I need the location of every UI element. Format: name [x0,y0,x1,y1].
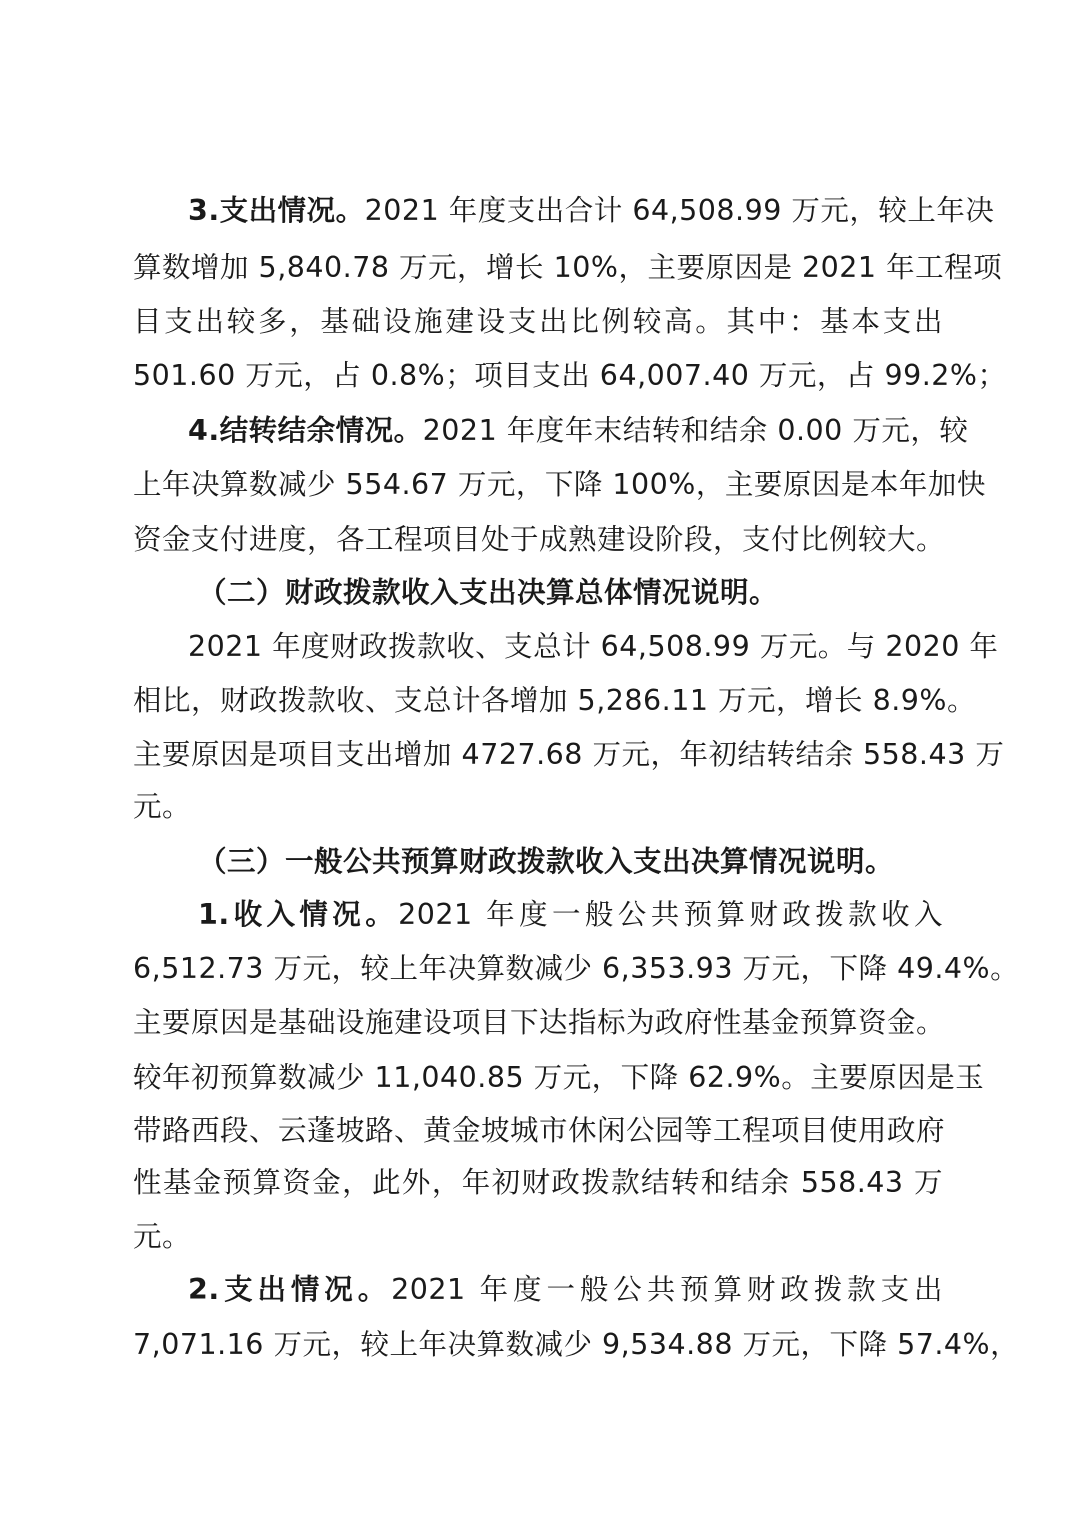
paragraph-line [133,1058,985,1098]
line-text: 6,512.73 万元，较上年决算数减少 6,353.93 万元，下降 49.4%。 [133,952,1020,985]
paragraph-line [133,356,1007,396]
paragraph-line [133,1111,946,1151]
line-text: 资金支付进度，各工程项目处于成熟建设阶段，支付比例较大。 [133,523,946,556]
subsection-heading [198,842,943,882]
line-text: 上年决算数减少 554.67 万元，下降 100%，主要原因是本年加快 [133,468,986,501]
line-text: 元。 [133,790,192,823]
paragraph-line [133,465,986,505]
paragraph-line [133,681,976,721]
heading-text: （二）财政拨款收入支出决算总体情况说明。 [198,576,779,609]
line-text: 主要原因是项目支出增加 4727.68 万元，年初结转结余 558.43 万 [133,738,1005,771]
line-text: 性基金预算资金，此外，年初财政拨款结转和结余 558.43 万 [133,1166,943,1199]
line-text: 带路西段、云蓬坡路、黄金坡城市休闲公园等工程项目使用政府 [133,1114,946,1147]
section-heading: 4.结转结余情况。 [188,414,423,447]
line-text: 相比，财政拨款收、支总计各增加 5,286.11 万元，增长 8.9%。 [133,684,976,717]
paragraph-line [188,411,969,451]
line-text: 较年初预算数减少 11,040.85 万元，下降 62.9%。主要原因是玉 [133,1061,985,1094]
paragraph-line [133,1217,943,1257]
line-text: 2021 年度支出合计 64,508.99 万元，较上年决 [364,194,995,227]
line-text: 501.60 万元，占 0.8%；项目支出 64,007.40 万元，占 99.2%； [133,359,1007,392]
line-text: 7,071.16 万元，较上年决算数减少 9,534.88 万元，下降 57.4%， [133,1328,1020,1361]
paragraph-line [133,302,943,342]
paragraph-line [188,627,999,667]
line-text: 2021 年度一般公共预算财政拨款收入 [398,898,943,931]
section-heading: 2.支出情况。 [188,1273,392,1306]
paragraph-line [133,1325,1020,1365]
line-text: 2021 年度一般公共预算财政拨款支出 [391,1273,943,1306]
heading-text: （三）一般公共预算财政拨款收入支出决算情况说明。 [198,845,895,878]
section-heading: 3.支出情况。 [188,194,365,227]
line-text: 元。 [133,1220,192,1253]
paragraph-line [133,1003,946,1043]
paragraph-line [133,520,946,560]
paragraph-line [133,949,1020,989]
subsection-heading [198,573,943,613]
paragraph-line [188,1270,943,1310]
line-text: 主要原因是基础设施建设项目下达指标为政府性基金预算资金。 [133,1006,946,1039]
line-text: 2021 年度年末结转和结余 0.00 万元，较 [422,414,969,447]
section-heading: 1.收入情况。 [198,898,399,931]
paragraph-line [133,1163,943,1203]
paragraph-line [133,248,1003,288]
paragraph-line [198,895,943,935]
paragraph-line [133,735,1005,775]
paragraph-line [188,191,995,231]
line-text: 目支出较多，基础设施建设支出比例较高。其中：基本支出 [133,305,943,338]
line-text: 2021 年度财政拨款收、支总计 64,508.99 万元。与 2020 年 [188,630,999,663]
line-text: 算数增加 5,840.78 万元，增长 10%，主要原因是 2021 年工程项 [133,251,1003,284]
paragraph-line [133,787,943,827]
